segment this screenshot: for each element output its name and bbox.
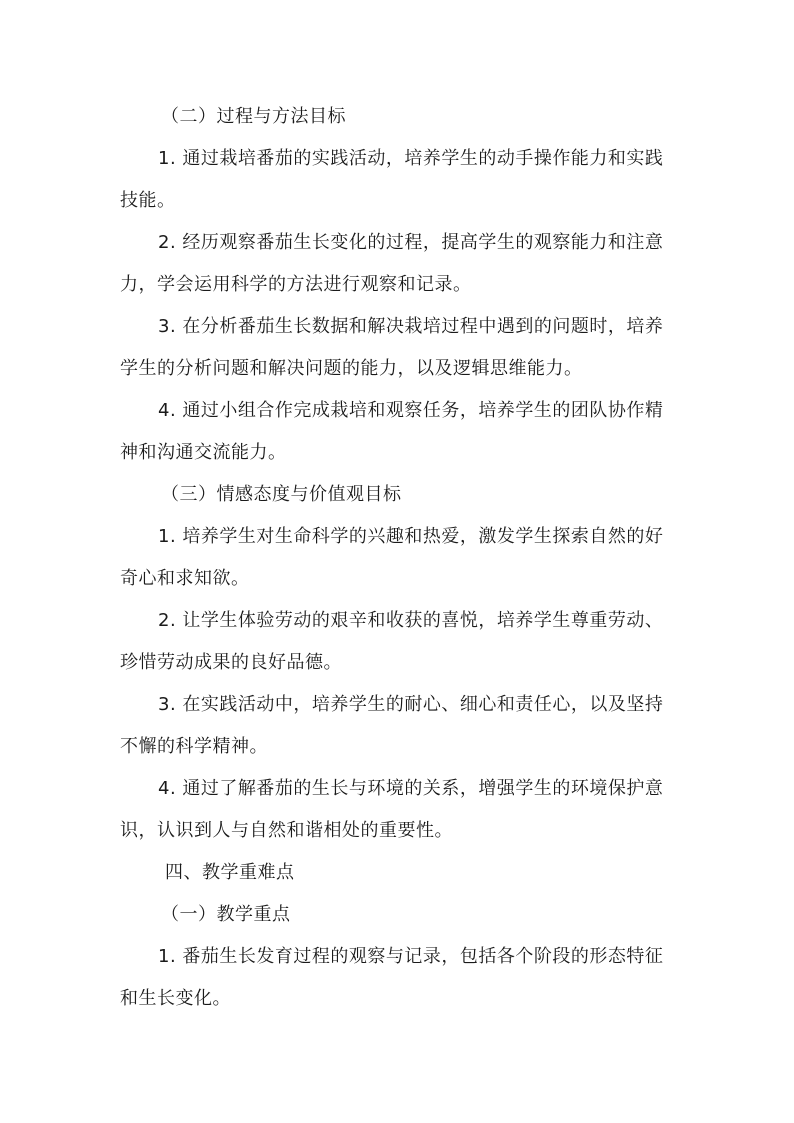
section-heading-key-points: 四、教学重难点 <box>165 862 295 883</box>
paragraph-line: 2. 经历观察番茄生长变化的过程，提高学生的观察能力和注意 <box>158 232 664 253</box>
paragraph-line: 奇心和求知欲。 <box>120 568 250 589</box>
paragraph-line: 1. 培养学生对生命科学的兴趣和热爱，激发学生探索自然的好 <box>158 526 664 547</box>
paragraph-line: 学生的分析问题和解决问题的能力，以及逻辑思维能力。 <box>120 358 583 379</box>
paragraph-line: 力，学会运用科学的方法进行观察和记录。 <box>120 274 472 295</box>
paragraph-line: 技能。 <box>120 190 176 211</box>
paragraph-line: 珍惜劳动成果的良好品德。 <box>120 652 342 673</box>
paragraph-line: 和生长变化。 <box>120 988 231 1009</box>
paragraph-line: 1. 通过栽培番茄的实践活动，培养学生的动手操作能力和实践 <box>158 148 664 169</box>
paragraph-line: 2. 让学生体验劳动的艰辛和收获的喜悦，培养学生尊重劳动、 <box>158 610 664 631</box>
section-heading-emotion-values: （三）情感态度与价值观目标 <box>161 484 402 505</box>
paragraph-line: 不懈的科学精神。 <box>120 736 268 757</box>
paragraph-line: 识，认识到人与自然和谐相处的重要性。 <box>120 820 453 841</box>
section-heading-process-methods: （二）过程与方法目标 <box>161 106 346 127</box>
paragraph-line: 4. 通过了解番茄的生长与环境的关系，增强学生的环境保护意 <box>158 778 664 799</box>
paragraph-line: 3. 在分析番茄生长数据和解决栽培过程中遇到的问题时，培养 <box>158 316 664 337</box>
paragraph-line: 3. 在实践活动中，培养学生的耐心、细心和责任心，以及坚持 <box>158 694 664 715</box>
paragraph-line: 神和沟通交流能力。 <box>120 442 287 463</box>
subsection-heading-teaching-focus: （一）教学重点 <box>161 904 291 925</box>
paragraph-line: 4. 通过小组合作完成栽培和观察任务，培养学生的团队协作精 <box>158 400 664 421</box>
paragraph-line: 1. 番茄生长发育过程的观察与记录，包括各个阶段的形态特征 <box>158 946 664 967</box>
